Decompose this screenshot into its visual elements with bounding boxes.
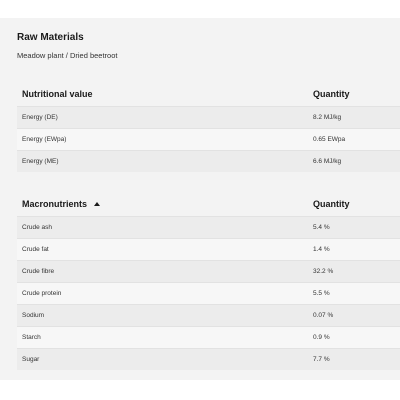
nutritional-value-table: [17, 82, 400, 172]
row-quantity: 6.6 MJ/kg: [308, 151, 400, 173]
row-name: Sodium: [17, 305, 308, 327]
row-quantity: 8.2 MJ/kg: [308, 107, 400, 129]
table-row: [17, 349, 400, 371]
table-row: [17, 239, 400, 261]
table-row: [17, 327, 400, 349]
raw-materials-subtitle: Meadow plant / Dried beetroot: [17, 51, 118, 60]
table-header-row: [17, 192, 400, 217]
row-quantity: 0.9 %: [308, 327, 400, 349]
row-name: Crude ash: [17, 217, 308, 239]
row-name: Energy (ME): [17, 151, 308, 173]
table-header-row: [17, 82, 400, 107]
row-quantity: 5.5 %: [308, 283, 400, 305]
quantity-header: Quantity: [308, 82, 400, 107]
macronutrients-header[interactable]: [17, 192, 308, 217]
nutritional-value-header: Nutritional value: [17, 82, 308, 107]
row-name: Crude protein: [17, 283, 308, 305]
row-quantity: 1.4 %: [308, 239, 400, 261]
macronutrients-header-label: Macronutrients: [22, 199, 88, 209]
table-row: [17, 151, 400, 173]
raw-materials-title: Raw Materials: [17, 32, 84, 43]
row-quantity: 5.4 %: [308, 217, 400, 239]
table-row: [17, 261, 400, 283]
row-quantity: 0.07 %: [308, 305, 400, 327]
row-name: Energy (EWpa): [17, 129, 308, 151]
table-row: [17, 107, 400, 129]
row-quantity: 32.2 %: [308, 261, 400, 283]
row-quantity: 7.7 %: [308, 349, 400, 371]
row-name: Starch: [17, 327, 308, 349]
raw-materials-card: [0, 18, 400, 380]
macronutrients-table: [17, 192, 400, 370]
row-quantity: 0.65 EWpa: [308, 129, 400, 151]
row-name: Energy (DE): [17, 107, 308, 129]
table-row: [17, 129, 400, 151]
table-row: [17, 283, 400, 305]
table-row: [17, 305, 400, 327]
row-name: Crude fibre: [17, 261, 308, 283]
table-row: [17, 217, 400, 239]
row-name: Crude fat: [17, 239, 308, 261]
quantity-header: Quantity: [308, 192, 400, 217]
caret-up-icon[interactable]: [94, 202, 100, 206]
row-name: Sugar: [17, 349, 308, 371]
